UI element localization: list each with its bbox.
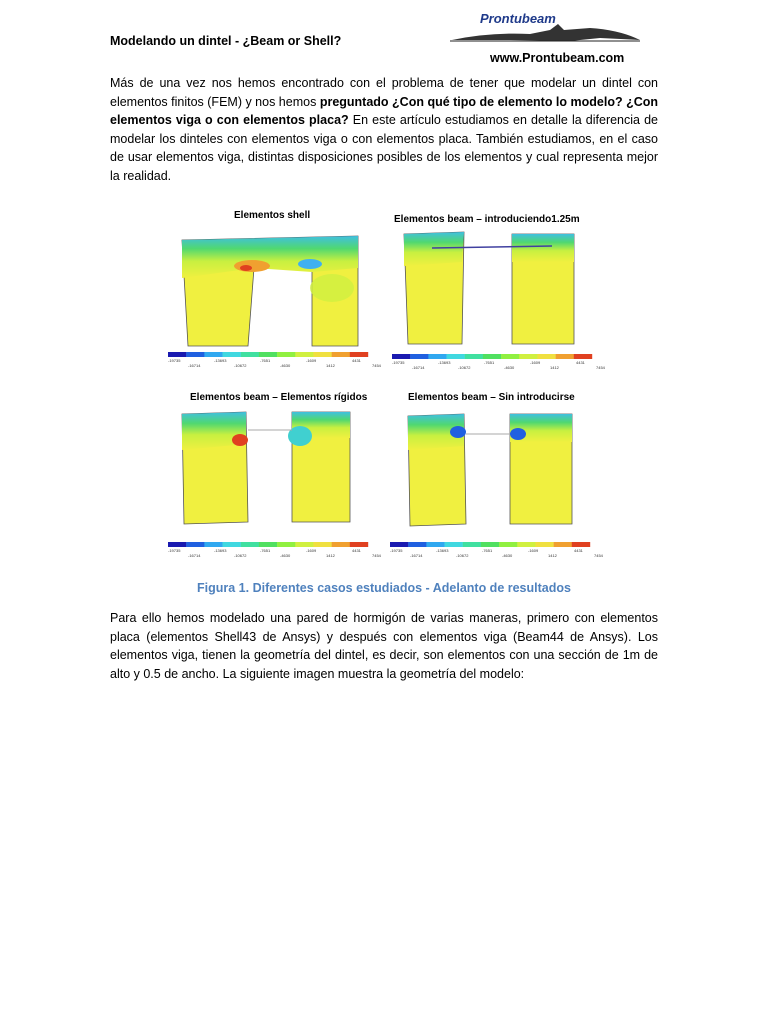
- legend-tick-label: -19735: [168, 548, 181, 553]
- legend-tick-label: -1609: [306, 548, 317, 553]
- legend-tick-label: -4630: [280, 363, 291, 368]
- legend-swatch: [517, 542, 535, 547]
- panel-title-beam-rigid: Elementos beam – Elementos rígidos: [190, 392, 368, 403]
- legend-bar-4: [390, 542, 604, 558]
- legend-tick-label: -4630: [502, 553, 513, 558]
- panel-title-beam-introducing: Elementos beam – introduciendo1.25m: [394, 214, 580, 225]
- legend-tick-label: -16714: [188, 363, 201, 368]
- legend-swatch: [223, 542, 241, 547]
- legend-tick-label: 1412: [326, 363, 335, 368]
- legend-swatch: [332, 352, 350, 357]
- prontubeam-logo: [450, 10, 642, 50]
- legend-swatch: [392, 354, 410, 359]
- legend-tick-label: -7651: [260, 358, 271, 363]
- legend-swatch: [428, 354, 446, 359]
- legend-tick-label: -16714: [188, 553, 201, 558]
- legend-swatch: [535, 542, 553, 547]
- legend-swatch: [313, 352, 331, 357]
- legend-tick-label: -16714: [410, 553, 423, 558]
- legend-tick-label: 1412: [326, 553, 335, 558]
- legend-tick-label: -1609: [528, 548, 539, 553]
- intro-text-1: Más de una vez nos hemos encontrado con el problema de tener que modelar un dintel con elementos finitos (FEM) y nos hemos: [110, 76, 658, 109]
- legend-swatch: [295, 542, 313, 547]
- legend-tick-label: -13693: [436, 548, 449, 553]
- legend-tick-label: -19735: [168, 358, 181, 363]
- legend-swatch: [350, 542, 368, 547]
- legend-tick-label: -13693: [214, 548, 227, 553]
- legend-swatch: [186, 352, 204, 357]
- legend-swatch: [390, 542, 408, 547]
- legend-swatch: [259, 542, 277, 547]
- legend-swatch: [168, 352, 186, 357]
- legend-tick-label: -4630: [504, 365, 515, 370]
- legend-swatch: [410, 354, 428, 359]
- legend-tick-label: -13693: [214, 358, 227, 363]
- legend-tick-label: -13693: [438, 360, 451, 365]
- legend-swatch: [499, 542, 517, 547]
- legend-tick-label: 7454: [372, 363, 381, 368]
- legend-swatch: [332, 542, 350, 547]
- logo-text: Prontubeam: [480, 11, 556, 26]
- legend-tick-label: 4431: [352, 358, 361, 363]
- legend-swatch: [556, 354, 574, 359]
- legend-tick-label: -1609: [530, 360, 541, 365]
- legend-swatch: [483, 354, 501, 359]
- figure-caption: Figura 1. Diferentes casos estudiados - Adelanto de resultados: [197, 581, 571, 595]
- legend-tick-label: -10672: [456, 553, 469, 558]
- legend-tick-label: -10672: [234, 553, 247, 558]
- legend-swatch: [259, 352, 277, 357]
- legend-swatch: [572, 542, 590, 547]
- legend-swatch: [554, 542, 572, 547]
- legend-tick-label: 1412: [550, 365, 559, 370]
- legend-tick-label: -7651: [482, 548, 493, 553]
- legend-tick-label: 4431: [576, 360, 585, 365]
- legend-swatch: [426, 542, 444, 547]
- legend-bar-2: [392, 354, 606, 370]
- fem-results-figure: [162, 204, 606, 564]
- legend-tick-label: -10672: [458, 365, 471, 370]
- panel-shell: [182, 210, 358, 346]
- legend-swatch: [501, 354, 519, 359]
- legend-swatch: [519, 354, 537, 359]
- legend-swatch: [186, 542, 204, 547]
- legend-tick-label: 4431: [574, 548, 583, 553]
- legend-swatch: [350, 352, 368, 357]
- legend-swatch: [313, 542, 331, 547]
- website-url: www.Prontubeam.com: [490, 51, 625, 65]
- legend-tick-label: -7651: [260, 548, 271, 553]
- legend-swatch: [447, 354, 465, 359]
- legend-swatch: [277, 542, 295, 547]
- legend-tick-label: -1609: [306, 358, 317, 363]
- legend-swatch: [445, 542, 463, 547]
- panel-title-shell: Elementos shell: [234, 210, 311, 221]
- legend-tick-label: -10672: [234, 363, 247, 368]
- intro-question: preguntado ¿Con qué tipo de elemento lo modelo? ¿Con elementos viga o con elementos placa?: [110, 94, 658, 127]
- legend-bar-3: [168, 542, 382, 558]
- legend-swatch: [537, 354, 555, 359]
- legend-tick-label: 7454: [372, 553, 381, 558]
- legend-swatch: [277, 352, 295, 357]
- legend-swatch: [574, 354, 592, 359]
- panel-beam-no-intro: [408, 392, 575, 526]
- legend-tick-label: -16714: [412, 365, 425, 370]
- legend-swatch: [408, 542, 426, 547]
- legend-tick-label: 7454: [594, 553, 603, 558]
- legend-tick-label: -19735: [390, 548, 403, 553]
- legend-tick-label: 1412: [548, 553, 557, 558]
- legend-swatch: [204, 542, 222, 547]
- legend-swatch: [241, 352, 259, 357]
- legend-swatch: [168, 542, 186, 547]
- legend-tick-label: -7651: [484, 360, 495, 365]
- method-paragraph: Para ello hemos modelado una pared de hormigón de varias maneras, primero con elementos placa (elementos Shell43 de Ansys) y después con elementos viga (Beam44 de Ansys). Los elementos viga, tienen la geometría del dintel, es decir, son elementos con una sección de 1m de alto y 0.5 de ancho. La siguiente imagen muestra la geometría del modelo:: [110, 611, 658, 681]
- skyline-drawing: [452, 24, 640, 41]
- page-title: Modelando un dintel - ¿Beam or Shell?: [110, 34, 342, 48]
- legend-swatch: [463, 542, 481, 547]
- legend-bar-1: [168, 352, 382, 368]
- legend-swatch: [465, 354, 483, 359]
- legend-swatch: [204, 352, 222, 357]
- legend-tick-label: 4431: [352, 548, 361, 553]
- legend-swatch: [223, 352, 241, 357]
- panel-title-beam-no-intro: Elementos beam – Sin introducirse: [408, 392, 575, 403]
- legend-swatch: [295, 352, 313, 357]
- intro-paragraph: [110, 74, 658, 185]
- legend-tick-label: 7454: [596, 365, 605, 370]
- panel-beam-introducing: [394, 214, 580, 344]
- intro-text-2: En este artículo estudiamos en detalle la diferencia de modelar los dinteles con elementos viga o con elementos placa. También estudiamos, en el caso de usar elementos viga, distintas disposiciones posibles de los elementos y cual representa mejor la realidad.: [110, 113, 658, 183]
- legend-swatch: [241, 542, 259, 547]
- legend-tick-label: -19735: [392, 360, 405, 365]
- panel-beam-rigid: [182, 392, 368, 524]
- legend-swatch: [481, 542, 499, 547]
- legend-tick-label: -4630: [280, 553, 291, 558]
